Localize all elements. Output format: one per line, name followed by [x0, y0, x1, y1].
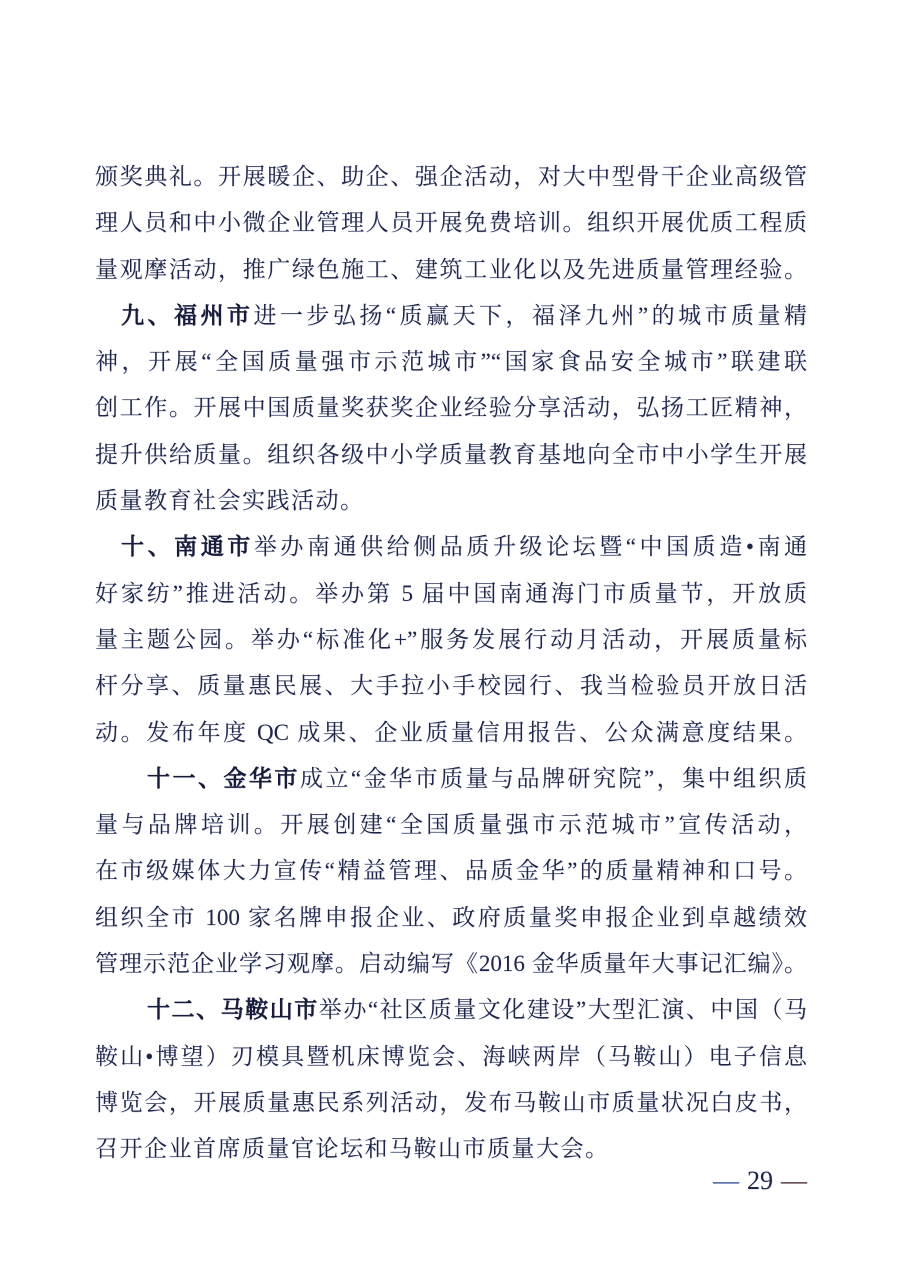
page-number-dash-right: — — [781, 1166, 807, 1195]
section-heading-fuzhou: 九、福州市 — [121, 302, 254, 328]
line-text: 成立“金华市质量与品牌研究院”，集中组织质 — [299, 765, 807, 791]
text-line — [95, 385, 807, 431]
text-block — [95, 154, 807, 1173]
line-text: 量与品牌培训。开展创建“全国质量强市示范城市”宣传活动， — [95, 812, 807, 838]
line-text: 动。发布年度 QC 成果、企业质量信用报告、公众满意度结果。 — [95, 719, 807, 745]
line-text: 鞍山•博望）刃模具暨机床博览会、海峡两岸（马鞍山）电子信息 — [95, 1043, 807, 1069]
line-text: 好家纺”推进活动。举办第 5 届中国南通海门市质量节，开放质 — [95, 580, 807, 606]
line-text: 举办南通供给侧品质升级论坛暨“中国质造•南通 — [253, 534, 807, 560]
section-heading-jinhua: 十一、金华市 — [147, 765, 300, 791]
line-text: 量观摩活动，推广绿色施工、建筑工业化以及先进质量管理经验。 — [95, 256, 807, 282]
line-text: 管理示范企业学习观摩。启动编写《2016 金华质量年大事记汇编》。 — [95, 951, 807, 977]
line-text: 提升供给质量。组织各级中小学质量教育基地向全市中小学生开展 — [95, 441, 807, 467]
text-line — [95, 478, 807, 524]
text-line — [95, 663, 807, 709]
line-text: 进一步弘扬“质赢天下，福泽九州”的城市质量精 — [253, 302, 807, 328]
text-line — [95, 848, 807, 894]
section-heading-maanshan: 十二、马鞍山市 — [147, 997, 319, 1023]
line-text: 创工作。开展中国质量奖获奖企业经验分享活动，弘扬工匠精神， — [95, 395, 807, 421]
text-line — [95, 710, 807, 756]
text-line — [95, 432, 807, 478]
line-text: 杆分享、质量惠民展、大手拉小手校园行、我当检验员开放日活 — [95, 673, 807, 699]
text-line — [95, 571, 807, 617]
line-text: 组织全市 100 家名牌申报企业、政府质量奖申报企业到卓越绩效 — [95, 904, 807, 930]
text-line — [95, 941, 807, 987]
line-text: 博览会，开展质量惠民系列活动，发布马鞍山市质量状况白皮书， — [95, 1089, 807, 1115]
text-line — [95, 154, 807, 200]
text-line — [95, 895, 807, 941]
text-line — [95, 524, 807, 570]
text-line — [95, 200, 807, 246]
text-line — [95, 247, 807, 293]
page-number-value: 29 — [747, 1166, 773, 1195]
line-text: 量主题公园。举办“标准化+”服务发展行动月活动，开展质量标 — [95, 626, 807, 652]
page-number-dash-left: — — [713, 1166, 739, 1195]
text-line — [95, 1080, 807, 1126]
section-heading-nantong: 十、南通市 — [121, 534, 254, 560]
text-line — [95, 802, 807, 848]
page-number — [95, 1165, 807, 1197]
line-text: 质量教育社会实践活动。 — [95, 488, 365, 514]
text-line — [95, 339, 807, 385]
line-text: 神，开展“全国质量强市示范城市”“国家食品安全城市”联建联 — [95, 349, 807, 375]
text-line — [95, 293, 807, 339]
text-line — [95, 987, 807, 1033]
text-line — [95, 617, 807, 663]
text-line — [95, 1034, 807, 1080]
text-line — [95, 756, 807, 802]
line-text: 举办“社区质量文化建设”大型汇演、中国（马 — [318, 997, 807, 1023]
line-text: 在市级媒体大力宣传“精益管理、品质金华”的质量精神和口号。 — [95, 858, 807, 884]
line-text: 理人员和中小微企业管理人员开展免费培训。组织开展优质工程质 — [95, 210, 807, 236]
line-text: 召开企业首席质量官论坛和马鞍山市质量大会。 — [95, 1136, 610, 1162]
line-text: 颁奖典礼。开展暖企、助企、强企活动，对大中型骨干企业高级管 — [95, 164, 807, 189]
